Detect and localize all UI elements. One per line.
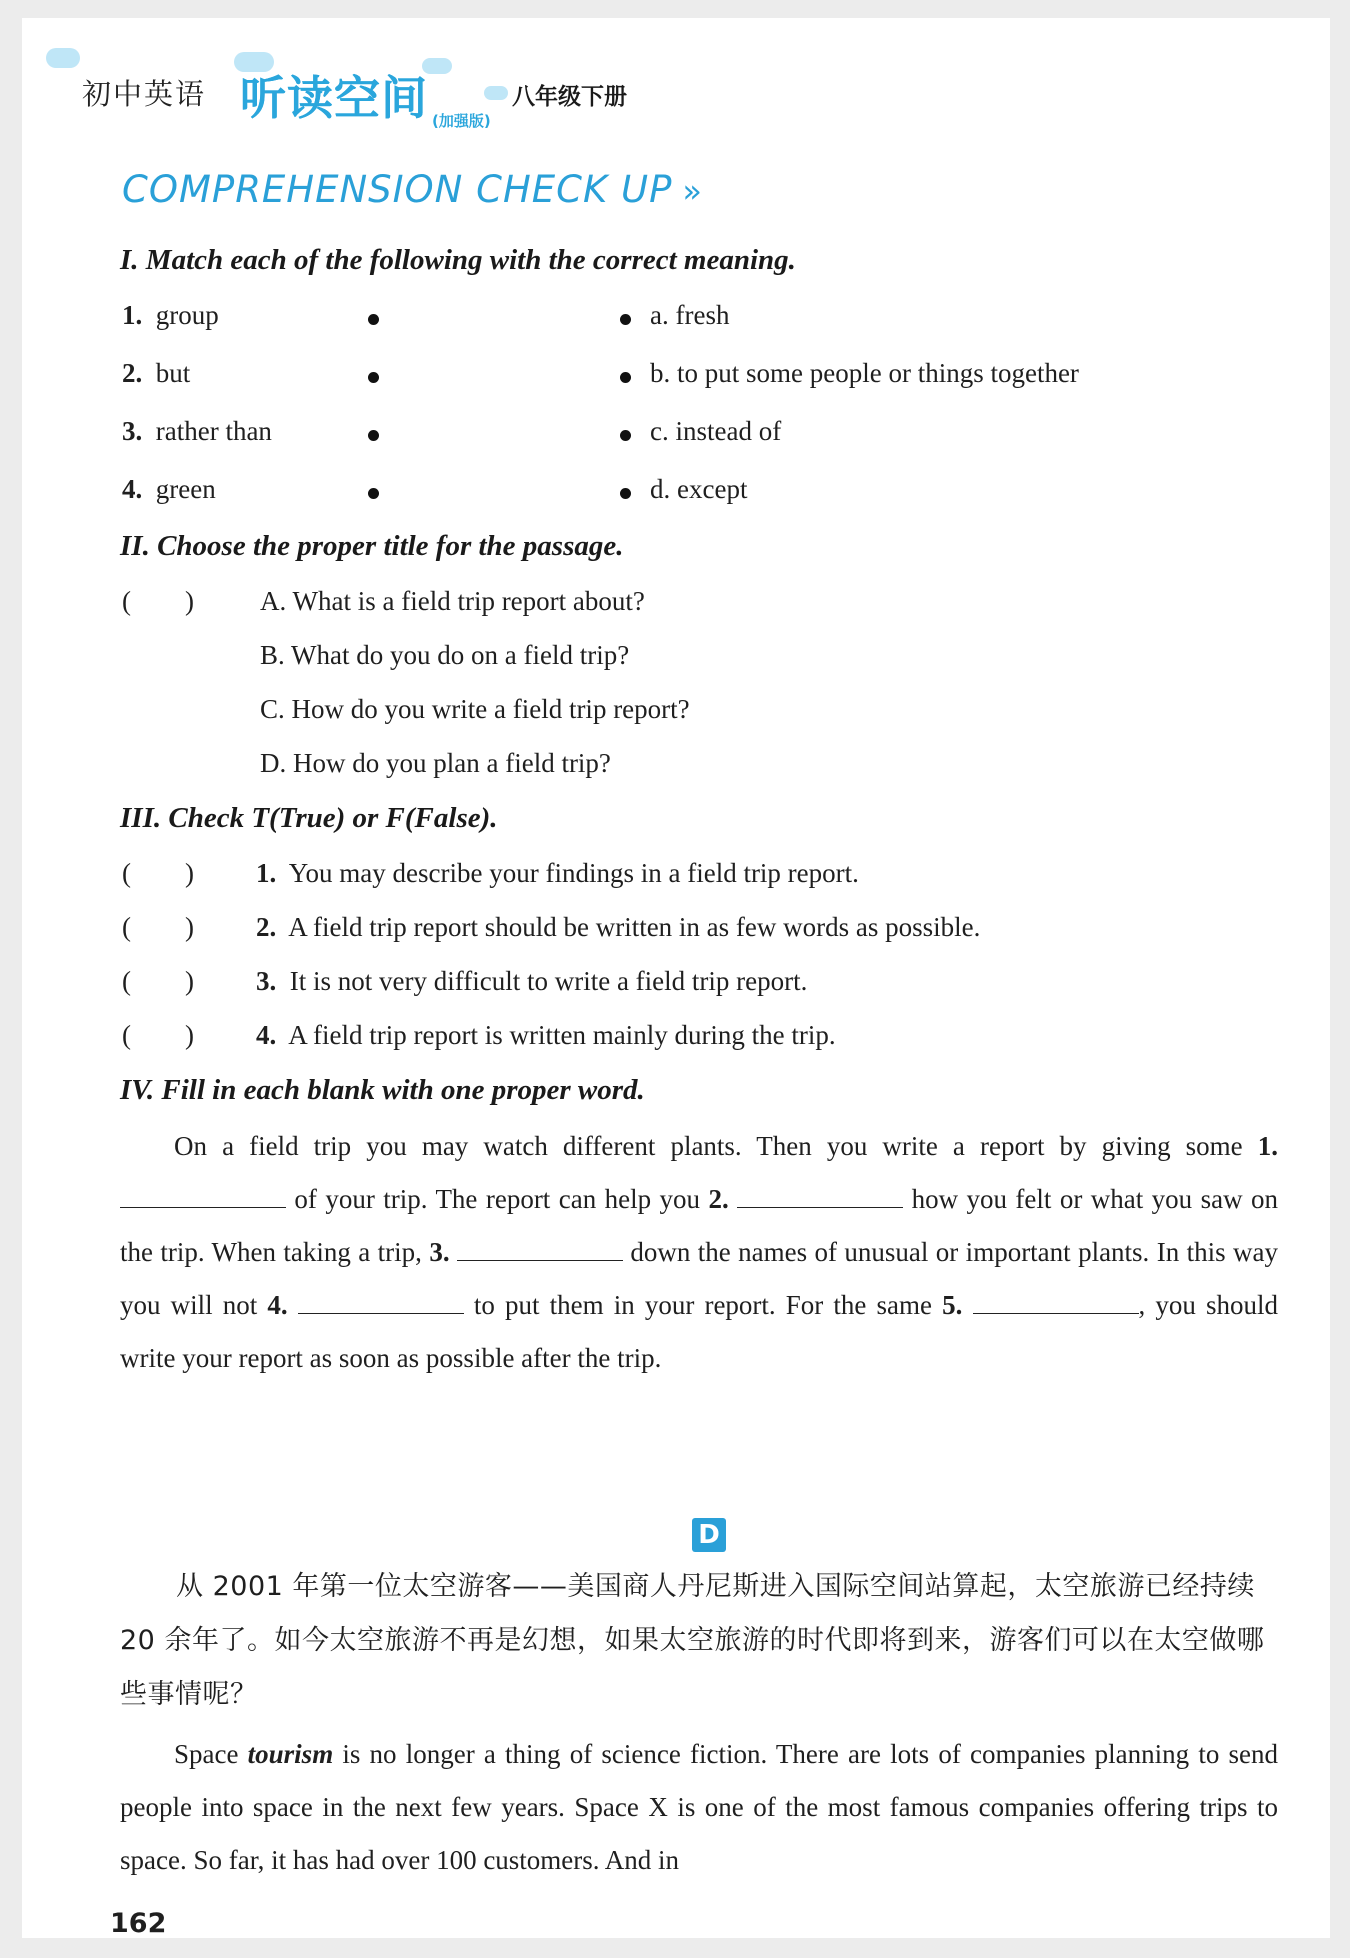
blank-number: 3. — [429, 1237, 450, 1267]
blank-number: 4. — [267, 1290, 288, 1320]
section-d-badge: D — [692, 1518, 726, 1552]
match-dot-right[interactable] — [620, 430, 631, 441]
fill-blank-passage: On a field trip you may watch different plants. Then you write a report by giving some 1. of your trip. The report can help you 2. how you felt or what you saw on the trip. When taking a trip, 3. down the names of unusual or important plants. In this way you will not 4. to put them in your report. For the same 5. , you should write your report as soon as possible after the trip. — [120, 1131, 1279, 1373]
section-heading — [122, 168, 703, 211]
option-item: C. How do you write a field trip report? — [260, 694, 690, 724]
part1-heading: I. Match each of the following with the correct meaning. — [120, 244, 796, 276]
blank-2[interactable] — [737, 1185, 903, 1208]
answer-parentheses[interactable]: ( ) — [122, 858, 194, 888]
match-dot-left[interactable] — [368, 314, 379, 325]
match-dot-left[interactable] — [368, 372, 379, 383]
answer-parentheses[interactable]: ( ) — [122, 1020, 194, 1050]
blank-4[interactable] — [298, 1291, 464, 1314]
part2-heading: II. Choose the proper title for the passage. — [120, 530, 624, 562]
match-dot-left[interactable] — [368, 430, 379, 441]
answer-parentheses[interactable]: ( ) — [122, 912, 194, 942]
match-dot-left[interactable] — [368, 488, 379, 499]
option-item: D. How do you plan a field trip? — [260, 748, 611, 778]
match-left-item: 3. rather than — [122, 416, 272, 446]
double-chevron-icon: » — [682, 172, 703, 210]
keyword-tourism: tourism — [247, 1739, 334, 1769]
blank-5[interactable] — [973, 1291, 1139, 1314]
match-right-item: a. fresh — [650, 300, 730, 330]
reading-passage: Space tourism is no longer a thing of science fiction. There are lots of companies planning to send people into space in the next few years. Space X is one of the most famous companies offering trips to space. So far, it has had over 100 customers. And in — [120, 1739, 1279, 1875]
match-right-item: b. to put some people or things together — [650, 358, 1079, 388]
match-left-item: 2. but — [122, 358, 191, 388]
blank-3[interactable] — [457, 1238, 623, 1261]
tf-statement: 3. It is not very difficult to write a field trip report. — [256, 966, 808, 996]
cloud-decoration — [484, 86, 508, 100]
match-dot-right[interactable] — [620, 314, 631, 325]
part3-heading: III. Check T(True) or F(False). — [120, 802, 498, 834]
series-title: 初中英语 — [82, 77, 207, 111]
blank-number: 2. — [708, 1184, 729, 1214]
cloud-decoration — [46, 48, 80, 68]
option-item: B. What do you do on a field trip? — [260, 640, 630, 670]
match-dot-right[interactable] — [620, 372, 631, 383]
option-item: A. What is a field trip report about? — [260, 586, 645, 616]
answer-parentheses[interactable]: ( ) — [122, 586, 194, 616]
brand-logo: 听读空间 — [240, 71, 428, 125]
textbook-page — [22, 18, 1330, 1938]
blank-number: 1. — [1257, 1131, 1278, 1161]
match-right-item: d. except — [650, 474, 748, 504]
grade-label: 八年级下册 — [512, 84, 627, 110]
section-heading-text: COMPREHENSION CHECK UP — [122, 168, 673, 211]
tf-statement: 2. A field trip report should be written in as few words as possible. — [256, 912, 981, 942]
match-left-item: 4. green — [122, 474, 216, 504]
page-number: 162 — [110, 1908, 167, 1939]
tf-statement: 1. You may describe your findings in a field trip report. — [256, 858, 859, 888]
match-left-item: 1. group — [122, 300, 219, 330]
match-dot-right[interactable] — [620, 488, 631, 499]
chinese-intro: 从 2001 年第一位太空游客——美国商人丹尼斯进入国际空间站算起，太空旅游已经持续 20 余年了。如今太空旅游不再是幻想，如果太空旅游的时代即将到来，游客们可以在太空做哪些事情呢？ — [120, 1571, 1265, 1710]
match-right-item: c. instead of — [650, 416, 782, 446]
blank-number: 5. — [942, 1290, 963, 1320]
blank-1[interactable] — [120, 1185, 286, 1208]
part4-heading: IV. Fill in each blank with one proper word. — [120, 1074, 645, 1106]
answer-parentheses[interactable]: ( ) — [122, 966, 194, 996]
tf-statement: 4. A field trip report is written mainly during the trip. — [256, 1020, 836, 1050]
edition-label: (加强版) — [432, 112, 491, 130]
